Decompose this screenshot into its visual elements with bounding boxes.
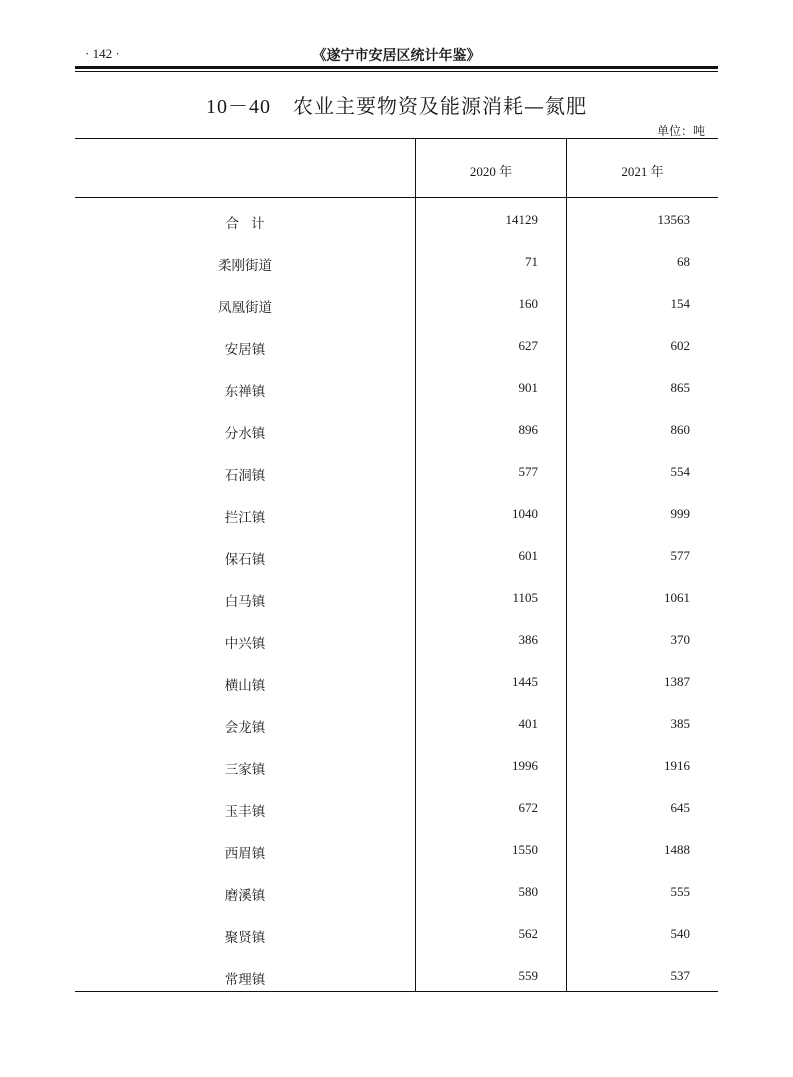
value-2021: 554 <box>670 464 690 479</box>
value-2021: 1916 <box>664 758 690 773</box>
row-label: 西眉镇 <box>224 846 266 862</box>
value-2021: 154 <box>670 296 690 311</box>
row-label: 中兴镇 <box>224 636 266 652</box>
value-2020: 386 <box>518 632 538 647</box>
row-label: 会龙镇 <box>224 720 266 736</box>
row-label: 横山镇 <box>224 678 266 694</box>
table-top-rule <box>75 138 718 139</box>
value-2020: 160 <box>518 296 538 311</box>
table-row <box>75 870 718 912</box>
value-2020: 672 <box>518 800 538 815</box>
value-2020: 401 <box>518 716 538 731</box>
value-2020: 1105 <box>512 590 538 605</box>
row-label: 三家镇 <box>224 762 266 778</box>
value-2021: 385 <box>670 716 690 731</box>
value-2020: 1040 <box>512 506 538 521</box>
value-2021: 13563 <box>657 212 690 227</box>
total-row <box>75 198 718 240</box>
row-label: 聚贤镇 <box>224 930 266 946</box>
table-row <box>75 744 718 786</box>
value-2020: 1996 <box>512 758 538 773</box>
row-label: 石洞镇 <box>224 468 266 484</box>
table-row <box>75 954 718 996</box>
column-header-2021: 2021 年 <box>621 164 664 179</box>
value-2020: 601 <box>518 548 538 563</box>
unit-note: 单位：吨 <box>656 124 705 138</box>
table-row <box>75 828 718 870</box>
value-2021: 860 <box>670 422 690 437</box>
column-header-2020: 2020 年 <box>469 164 513 179</box>
value-2021: 1488 <box>664 842 690 857</box>
row-label: 东禅镇 <box>224 384 266 400</box>
book-title: 《遂宁市安居区统计年鉴》 <box>312 48 481 64</box>
value-2020: 562 <box>518 926 538 941</box>
row-label: 柔刚街道 <box>218 258 272 274</box>
row-label: 分水镇 <box>224 426 266 442</box>
table-row <box>75 702 718 744</box>
value-2021: 577 <box>670 548 690 563</box>
value-2021: 540 <box>670 926 690 941</box>
row-label: 保石镇 <box>224 552 266 568</box>
value-2021: 537 <box>670 968 690 983</box>
value-2020: 896 <box>518 422 538 437</box>
table-title-text: 农业主要物资及能源消耗—氮肥 <box>293 94 587 118</box>
value-2020: 559 <box>518 968 538 983</box>
row-label: 白马镇 <box>224 594 266 610</box>
row-label: 安居镇 <box>224 342 266 358</box>
row-label: 凤凰街道 <box>218 300 272 316</box>
header-rule-thin <box>75 71 718 72</box>
table-row <box>75 450 718 492</box>
table-row <box>75 660 718 702</box>
table-row <box>75 534 718 576</box>
value-2020: 71 <box>525 254 538 269</box>
value-2021: 645 <box>670 800 690 815</box>
value-2020: 577 <box>518 464 538 479</box>
row-label: 拦江镇 <box>224 510 266 526</box>
row-label: 玉丰镇 <box>224 804 266 820</box>
table-title <box>75 90 718 119</box>
table-row <box>75 786 718 828</box>
row-label: 合计 <box>225 216 277 232</box>
running-head <box>75 44 718 64</box>
value-2021: 1061 <box>664 590 690 605</box>
value-2021: 1387 <box>664 674 690 689</box>
table-row <box>75 912 718 954</box>
value-2020: 1445 <box>512 674 538 689</box>
value-2021: 602 <box>670 338 690 353</box>
table-row <box>75 282 718 324</box>
value-2020: 1550 <box>512 842 538 857</box>
table-row <box>75 618 718 660</box>
table-row <box>75 324 718 366</box>
value-2021: 370 <box>670 632 690 647</box>
table-row <box>75 240 718 282</box>
value-2020: 14129 <box>505 212 538 227</box>
table-row <box>75 366 718 408</box>
value-2021: 865 <box>670 380 690 395</box>
header-rule-thick <box>75 66 718 69</box>
value-2021: 68 <box>677 254 690 269</box>
value-2021: 999 <box>670 506 690 521</box>
value-2020: 580 <box>518 884 538 899</box>
value-2021: 555 <box>670 884 690 899</box>
value-2020: 901 <box>518 380 538 395</box>
value-2020: 627 <box>518 338 538 353</box>
table-row <box>75 576 718 618</box>
page-number: · 142 · <box>85 46 120 61</box>
table-body <box>75 198 718 996</box>
table-number: 10－40 <box>206 96 271 118</box>
row-label: 常理镇 <box>224 972 266 988</box>
row-label: 磨溪镇 <box>224 888 266 904</box>
table-row <box>75 408 718 450</box>
table-row <box>75 492 718 534</box>
